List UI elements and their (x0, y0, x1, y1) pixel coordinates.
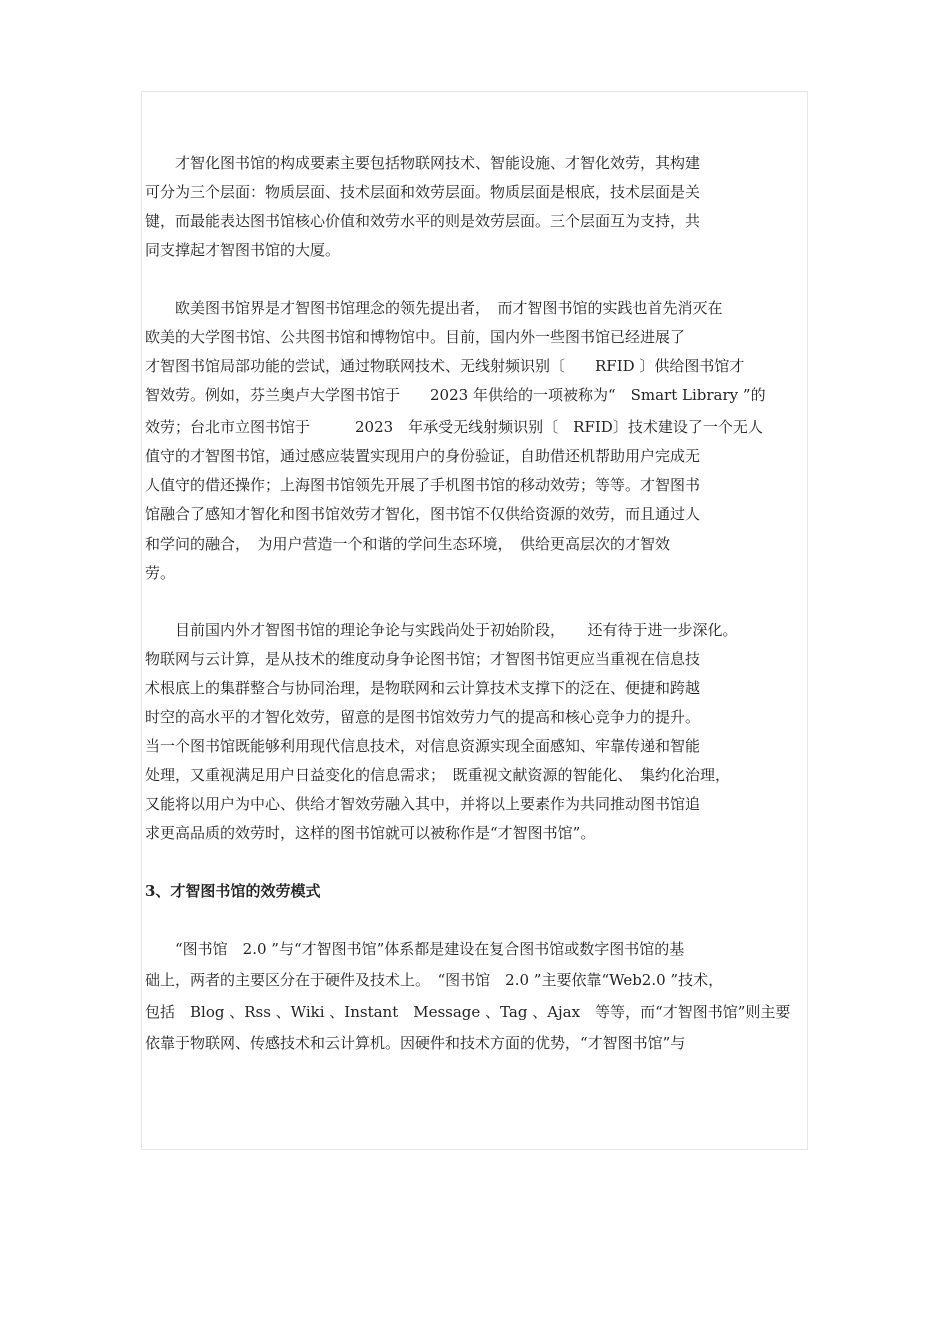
para-3-line-6: 处理，又重视满足用户日益变化的信息需求； 既重视文献资源的智能化、 集约化治理， (145, 766, 731, 784)
para-2-line-1: 欧美图书馆界是才智图书馆理念的领先提出者， 而才智图书馆的实践也首先消灭在 (145, 299, 723, 317)
para-2-line-5: 效劳；台北市立图书馆于 2023 年承受无线射频识别〔 RFID〕技术建设了一个无人 (145, 418, 763, 436)
para-2-line-3: 才智图书馆局部功能的尝试，通过物联网技术、无线射频识别〔 RFID 〕供给图书馆才 (145, 357, 745, 375)
para-2-line-9: 和学问的融合， 为用户营造一个和谐的学问生态环境， 供给更高层次的才智效 (145, 535, 671, 553)
para-4-line-2: 础上，两者的主要区分在于硬件及技术上。 “图书馆 2.0 ”主要依靠“Web2.0 ”技术， (145, 971, 724, 989)
para-1-line-2: 可分为三个层面：物质层面、技术层面和效劳层面。物质层面是根底，技术层面是关 (145, 183, 701, 201)
para-1-line-1: 才智化图书馆的构成要素主要包括物联网技术、智能设施、才智化效劳，其构建 (145, 154, 701, 172)
para-3-line-2: 物联网与云计算，是从技术的维度动身争论图书馆；才智图书馆更应当重视在信息技 (145, 650, 701, 668)
para-2-line-2: 欧美的大学图书馆、公共图书馆和博物馆中。目前，国内外一些图书馆已经进展了 (145, 328, 686, 346)
para-3-line-1: 目前国内外才智图书馆的理论争论与实践尚处于初始阶段， 还有待于进一步深化。 (145, 621, 738, 639)
para-2-line-6: 值守的才智图书馆，通过感应装置实现用户的身份验证，自助借还机帮助用户完成无 (145, 447, 701, 465)
para-1-line-3: 键，而最能表达图书馆核心价值和效劳水平的则是效劳层面。三个层面互为支持，共 (145, 212, 701, 230)
para-2-line-4: 智效劳。例如，芬兰奥卢大学图书馆于 2023 年供给的一项被称为“ Smart Library ”的 (145, 386, 766, 404)
para-4-line-3: 包括 Blog 、Rss 、Wiki 、Instant Message 、Tag 、Ajax 等等，而“才智图书馆”则主要 (145, 1003, 791, 1021)
para-1-line-4: 同支撑起才智图书馆的大厦。 (145, 241, 341, 259)
para-2-line-8: 馆融合了感知才智化和图书馆效劳才智化，图书馆不仅供给资源的效劳，而且通过人 (145, 505, 701, 523)
para-3-line-5: 当一个图书馆既能够利用现代信息技术，对信息资源实现全面感知、牢靠传递和智能 (145, 737, 701, 755)
para-4-line-4: 依靠于物联网、传感技术和云计算机。因硬件和技术方面的优势，“才智图书馆”与 (145, 1034, 686, 1052)
para-3-line-3: 术根底上的集群整合与协同治理，是物联网和云计算技术支撑下的泛在、便捷和跨越 (145, 679, 701, 697)
para-2-line-10: 劳。 (145, 564, 176, 582)
para-3-line-8: 求更高品质的效劳时，这样的图书馆就可以被称作是“才智图书馆”。 (145, 824, 596, 842)
para-4-line-1: “图书馆 2.0 ”与“才智图书馆”体系都是建设在复合图书馆或数字图书馆的基 (145, 940, 685, 958)
para-3-line-7: 又能将以用户为中心、供给才智效劳融入其中，并将以上要素作为共同推动图书馆追 (145, 795, 701, 813)
section-heading: 3、才智图书馆的效劳模式 (145, 882, 321, 900)
para-3-line-4: 时空的高水平的才智化效劳，留意的是图书馆效劳力气的提高和核心竞争力的提升。 (145, 708, 701, 726)
para-2-line-7: 人值守的借还操作；上海图书馆领先开展了手机图书馆的移动效劳；等等。才智图书 (145, 476, 701, 494)
